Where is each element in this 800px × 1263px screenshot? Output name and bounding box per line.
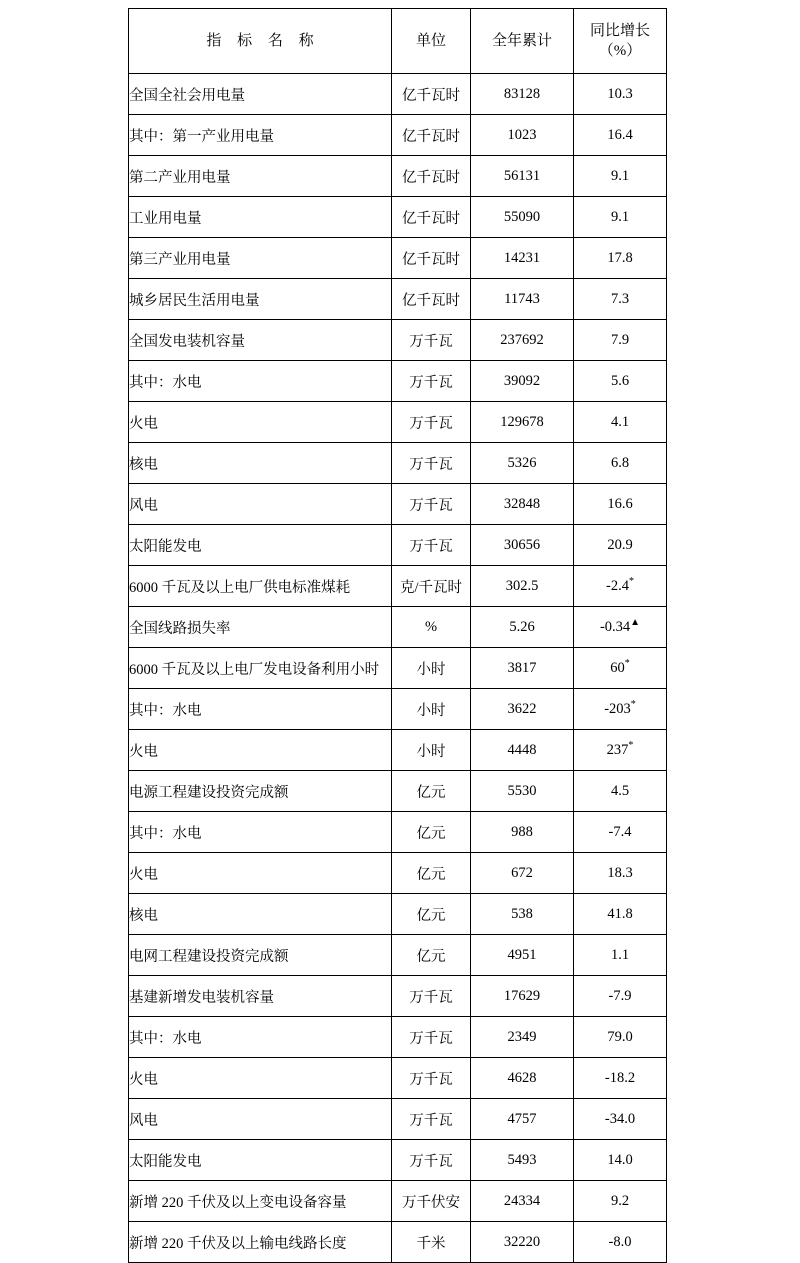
cell-yoy-value: -0.34: [599, 618, 631, 635]
cell-yoy-value: 18.3: [607, 864, 633, 881]
cell-unit: 亿元: [392, 853, 471, 894]
table-body: [129, 74, 667, 1263]
cell-annual-total: 1023: [471, 115, 574, 156]
cell-annual-total: 302.5: [471, 566, 574, 607]
table-row: [129, 197, 667, 238]
cell-annual-total: 237692: [471, 320, 574, 361]
cell-annual-total: 17629: [471, 976, 574, 1017]
cell-yoy-value: 10.3: [607, 85, 633, 102]
cell-indicator-name: 全国全社会用电量: [129, 74, 392, 115]
cell-yoy-growth: [574, 566, 667, 607]
table-row: [129, 1058, 667, 1099]
cell-annual-total: 4628: [471, 1058, 574, 1099]
cell-indicator-name: 城乡居民生活用电量: [129, 279, 392, 320]
cell-yoy-value: -203: [604, 700, 631, 717]
cell-indicator-name: 电网工程建设投资完成额: [129, 935, 392, 976]
cell-annual-total: 538: [471, 894, 574, 935]
cell-yoy-value: 14.0: [607, 1151, 633, 1168]
table-row: [129, 566, 667, 607]
cell-indicator-name: 第三产业用电量: [129, 238, 392, 279]
cell-annual-total: 4757: [471, 1099, 574, 1140]
cell-unit: 万千瓦: [392, 402, 471, 443]
cell-annual-total: 3817: [471, 648, 574, 689]
cell-annual-total: 32848: [471, 484, 574, 525]
table-row: [129, 853, 667, 894]
cell-yoy-value: -7.9: [608, 987, 632, 1004]
cell-yoy-value: -34.0: [604, 1110, 636, 1127]
cell-indicator-name: 太阳能发电: [129, 525, 392, 566]
column-header-annual-total: 全年累计: [471, 9, 574, 74]
cell-yoy-growth: [574, 607, 667, 648]
table-row: [129, 730, 667, 771]
cell-annual-total: 988: [471, 812, 574, 853]
cell-yoy-value: 7.9: [610, 331, 630, 348]
cell-yoy-growth: [574, 648, 667, 689]
cell-yoy-value: 237: [606, 741, 629, 758]
table-row: [129, 1140, 667, 1181]
cell-indicator-name: 基建新增发电装机容量: [129, 976, 392, 1017]
cell-yoy-growth: [574, 853, 667, 894]
cell-yoy-value: -18.2: [604, 1069, 636, 1086]
cell-yoy-growth: [574, 197, 667, 238]
cell-indicator-name: 核电: [129, 443, 392, 484]
cell-annual-total: 129678: [471, 402, 574, 443]
cell-unit: 克/千瓦时: [392, 566, 471, 607]
cell-yoy-growth: [574, 730, 667, 771]
cell-indicator-name: 风电: [129, 484, 392, 525]
cell-indicator-name: 6000 千瓦及以上电厂供电标准煤耗: [129, 566, 392, 607]
cell-unit: 万千瓦: [392, 1099, 471, 1140]
cell-annual-total: 5326: [471, 443, 574, 484]
cell-yoy-growth: [574, 484, 667, 525]
cell-unit: 万千瓦: [392, 1017, 471, 1058]
cell-yoy-footnote-mark: *: [630, 698, 636, 710]
cell-yoy-growth: [574, 156, 667, 197]
cell-unit: 小时: [392, 648, 471, 689]
table-row: [129, 320, 667, 361]
cell-yoy-value: 20.9: [607, 536, 633, 553]
table-row: [129, 812, 667, 853]
table-row: [129, 1099, 667, 1140]
cell-unit: 万千瓦: [392, 320, 471, 361]
cell-annual-total: 3622: [471, 689, 574, 730]
cell-indicator-name: 火电: [129, 730, 392, 771]
cell-yoy-value: 5.6: [610, 372, 630, 389]
cell-indicator-name: 其中：水电: [129, 1017, 392, 1058]
cell-indicator-name: 新增 220 千伏及以上输电线路长度: [129, 1222, 392, 1263]
table-header: [129, 9, 667, 74]
table-row: [129, 525, 667, 566]
table-row: [129, 1181, 667, 1222]
cell-unit: 亿千瓦时: [392, 197, 471, 238]
cell-indicator-name: 其中：水电: [129, 361, 392, 402]
cell-yoy-value: -8.0: [608, 1233, 632, 1250]
cell-indicator-name: 工业用电量: [129, 197, 392, 238]
cell-yoy-growth: [574, 1058, 667, 1099]
cell-unit: 万千瓦: [392, 484, 471, 525]
cell-yoy-value: -7.4: [608, 823, 632, 840]
cell-indicator-name: 其中：水电: [129, 689, 392, 730]
cell-unit: 小时: [392, 730, 471, 771]
cell-yoy-value: 9.2: [610, 1192, 630, 1209]
cell-yoy-value: 17.8: [607, 249, 633, 266]
cell-indicator-name: 火电: [129, 1058, 392, 1099]
cell-indicator-name: 全国线路损失率: [129, 607, 392, 648]
column-header-unit: 单位: [392, 9, 471, 74]
cell-annual-total: 55090: [471, 197, 574, 238]
cell-yoy-growth: [574, 935, 667, 976]
statistics-table-container: [128, 8, 666, 1263]
cell-unit: 万千伏安: [392, 1181, 471, 1222]
cell-yoy-footnote-mark: *: [624, 657, 630, 669]
cell-yoy-value: 6.8: [610, 454, 630, 471]
cell-yoy-value: 7.3: [610, 290, 630, 307]
table-row: [129, 894, 667, 935]
cell-yoy-growth: [574, 894, 667, 935]
cell-yoy-value: 4.5: [610, 782, 630, 799]
cell-yoy-growth: [574, 238, 667, 279]
cell-yoy-value: 9.1: [610, 167, 630, 184]
table-row: [129, 484, 667, 525]
table-row: [129, 402, 667, 443]
cell-annual-total: 83128: [471, 74, 574, 115]
cell-unit: 万千瓦: [392, 976, 471, 1017]
cell-annual-total: 30656: [471, 525, 574, 566]
cell-unit: 万千瓦: [392, 1140, 471, 1181]
statistics-table: [128, 8, 667, 1263]
table-row: [129, 279, 667, 320]
cell-yoy-value: 16.6: [607, 495, 633, 512]
cell-yoy-value: 1.1: [610, 946, 630, 963]
column-header-yoy-line2: （%）: [598, 43, 642, 59]
table-row: [129, 1222, 667, 1263]
cell-indicator-name: 其中：第一产业用电量: [129, 115, 392, 156]
cell-indicator-name: 其中：水电: [129, 812, 392, 853]
table-row: [129, 238, 667, 279]
cell-unit: 亿千瓦时: [392, 238, 471, 279]
cell-indicator-name: 第二产业用电量: [129, 156, 392, 197]
cell-yoy-growth: [574, 1099, 667, 1140]
cell-yoy-footnote-mark: ▲: [630, 616, 641, 628]
cell-yoy-value: 9.1: [610, 208, 630, 225]
cell-annual-total: 5.26: [471, 607, 574, 648]
cell-yoy-growth: [574, 361, 667, 402]
cell-yoy-growth: [574, 1017, 667, 1058]
column-header-indicator-name: 指 标 名 称: [129, 9, 392, 74]
cell-yoy-value: -2.4: [606, 577, 629, 594]
table-row: [129, 1017, 667, 1058]
cell-yoy-growth: [574, 771, 667, 812]
cell-unit: 亿千瓦时: [392, 156, 471, 197]
cell-indicator-name: 核电: [129, 894, 392, 935]
table-row: [129, 648, 667, 689]
cell-annual-total: 5493: [471, 1140, 574, 1181]
cell-yoy-growth: [574, 689, 667, 730]
cell-unit: 亿元: [392, 935, 471, 976]
cell-yoy-growth: [574, 279, 667, 320]
table-header-row: [129, 9, 667, 74]
cell-annual-total: 14231: [471, 238, 574, 279]
cell-indicator-name: 火电: [129, 402, 392, 443]
cell-yoy-growth: [574, 74, 667, 115]
cell-yoy-footnote-mark: *: [628, 739, 634, 751]
cell-yoy-footnote-mark: *: [628, 575, 634, 587]
cell-unit: 万千瓦: [392, 361, 471, 402]
cell-yoy-growth: [574, 812, 667, 853]
column-header-yoy-growth: [574, 9, 667, 74]
table-row: [129, 689, 667, 730]
table-row: [129, 361, 667, 402]
cell-indicator-name: 火电: [129, 853, 392, 894]
cell-unit: 万千瓦: [392, 1058, 471, 1099]
cell-annual-total: 39092: [471, 361, 574, 402]
cell-unit: 小时: [392, 689, 471, 730]
cell-unit: 亿元: [392, 771, 471, 812]
cell-yoy-growth: [574, 115, 667, 156]
cell-yoy-growth: [574, 525, 667, 566]
cell-annual-total: 5530: [471, 771, 574, 812]
cell-annual-total: 4951: [471, 935, 574, 976]
cell-annual-total: 32220: [471, 1222, 574, 1263]
cell-unit: 亿元: [392, 812, 471, 853]
cell-indicator-name: 风电: [129, 1099, 392, 1140]
cell-indicator-name: 6000 千瓦及以上电厂发电设备利用小时: [129, 648, 392, 689]
cell-indicator-name: 太阳能发电: [129, 1140, 392, 1181]
table-row: [129, 935, 667, 976]
cell-yoy-value: 60: [610, 659, 625, 676]
column-header-yoy-line1: 同比增长: [589, 22, 650, 39]
cell-yoy-growth: [574, 443, 667, 484]
cell-annual-total: 56131: [471, 156, 574, 197]
cell-yoy-growth: [574, 320, 667, 361]
table-row: [129, 74, 667, 115]
cell-yoy-value: 79.0: [607, 1028, 633, 1045]
cell-yoy-growth: [574, 1140, 667, 1181]
cell-yoy-growth: [574, 976, 667, 1017]
cell-unit: 千米: [392, 1222, 471, 1263]
cell-yoy-growth: [574, 1181, 667, 1222]
table-row: [129, 771, 667, 812]
cell-unit: 万千瓦: [392, 525, 471, 566]
table-row: [129, 607, 667, 648]
cell-yoy-growth: [574, 402, 667, 443]
cell-unit: 亿千瓦时: [392, 115, 471, 156]
cell-unit: 万千瓦: [392, 443, 471, 484]
table-row: [129, 443, 667, 484]
cell-indicator-name: 电源工程建设投资完成额: [129, 771, 392, 812]
cell-yoy-value: 4.1: [610, 413, 630, 430]
table-row: [129, 976, 667, 1017]
cell-unit: 亿元: [392, 894, 471, 935]
cell-yoy-growth: [574, 1222, 667, 1263]
cell-unit: %: [392, 607, 471, 648]
table-row: [129, 156, 667, 197]
cell-unit: 亿千瓦时: [392, 74, 471, 115]
cell-annual-total: 24334: [471, 1181, 574, 1222]
cell-yoy-value: 41.8: [607, 905, 633, 922]
cell-annual-total: 672: [471, 853, 574, 894]
cell-indicator-name: 全国发电装机容量: [129, 320, 392, 361]
cell-annual-total: 11743: [471, 279, 574, 320]
cell-annual-total: 4448: [471, 730, 574, 771]
cell-annual-total: 2349: [471, 1017, 574, 1058]
cell-unit: 亿千瓦时: [392, 279, 471, 320]
table-row: [129, 115, 667, 156]
cell-indicator-name: 新增 220 千伏及以上变电设备容量: [129, 1181, 392, 1222]
cell-yoy-value: 16.4: [607, 126, 633, 143]
